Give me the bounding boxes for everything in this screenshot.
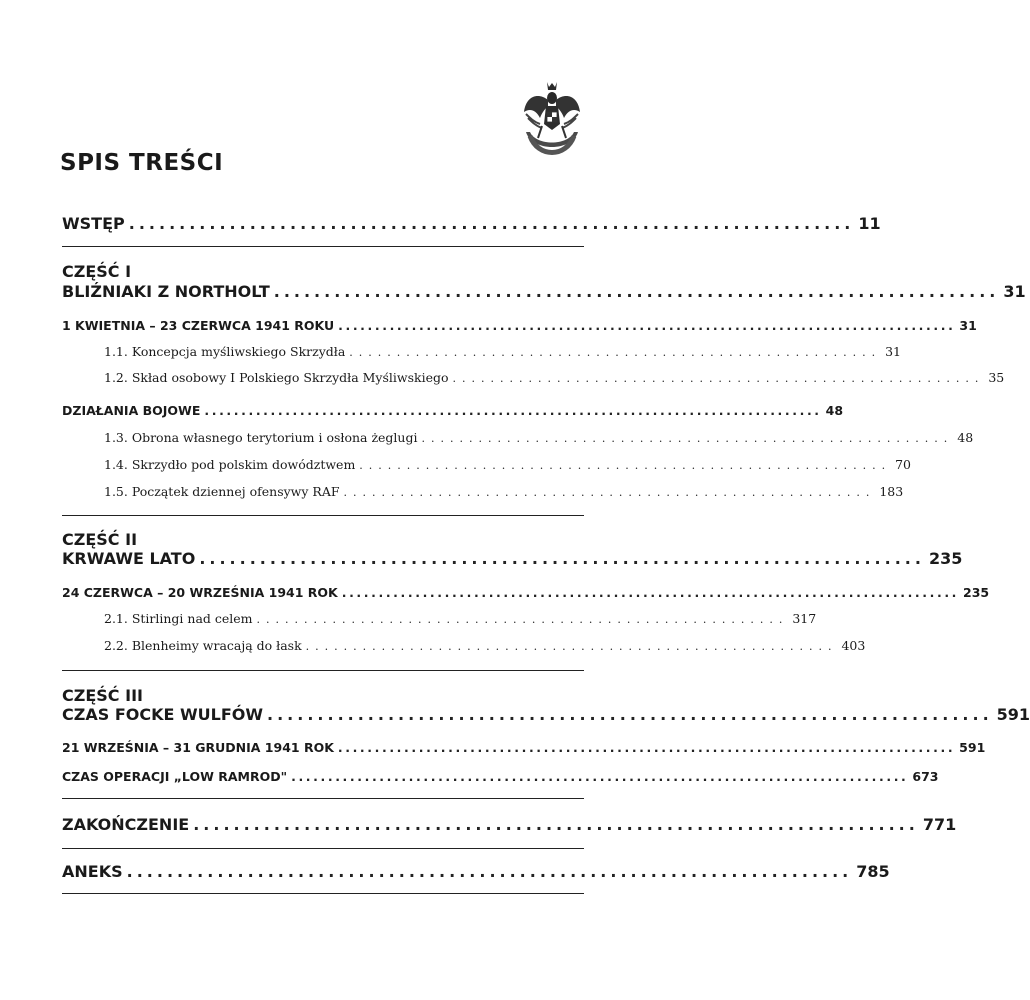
toc-entry-label: 2.2. Blenheimy wracają do łask: [104, 638, 302, 653]
toc-entry-label: WSTĘP: [62, 214, 125, 233]
toc-subsection-entry[interactable]: [104, 370, 1005, 385]
toc-entry-page: 235: [928, 549, 963, 568]
toc-entry-label: BLIŹNIAKI Z NORTHOLT: [62, 282, 270, 301]
toc-section-entry[interactable]: [62, 740, 986, 755]
toc-entry-page: 11: [858, 214, 881, 233]
toc-entry-label: CZAS FOCKE WULFÓW: [62, 705, 264, 724]
leader-dots: ........................................................................: [193, 815, 919, 834]
toc-subsection-entry[interactable]: [104, 344, 902, 359]
toc-section-entry[interactable]: [62, 585, 990, 600]
toc-section-entry[interactable]: [62, 769, 939, 784]
toc-entry-label: 1.2. Skład osobowy I Polskiego Skrzydła Myśliwskiego: [104, 370, 449, 385]
leader-dots: ....................................................................................: [291, 769, 909, 784]
divider: [62, 848, 584, 849]
toc-subsection-entry[interactable]: [104, 457, 912, 472]
leader-dots: ........................................................................: [199, 549, 925, 568]
toc-subsection-entry[interactable]: [104, 611, 817, 626]
toc-entry-page: 48: [957, 430, 974, 445]
leader-dots: ....................................................................................: [338, 318, 956, 333]
toc-entry-label: 1.1. Koncepcja myśliwskiego Skrzydła: [104, 344, 346, 359]
divider: [62, 515, 584, 516]
leader-dots: ........................................................................: [128, 214, 855, 233]
toc-subsection-entry[interactable]: [104, 638, 866, 653]
toc-entry-label: KRWAWE LATO: [62, 549, 196, 568]
leader-dots: ........................................................: [421, 432, 954, 445]
toc-entry-page: 48: [825, 403, 844, 418]
toc-entry-page: 591: [959, 740, 986, 755]
divider: [62, 246, 584, 247]
leader-dots: ........................................................: [256, 613, 789, 626]
toc-entry-page: 35: [988, 370, 1005, 385]
toc-entry-label: CZAS OPERACJI „LOW RAMROD": [62, 769, 288, 784]
leader-dots: ........................................................................: [273, 282, 1000, 301]
toc-entry-label: 1.3. Obrona własnego terytorium i osłona żeglugi: [104, 430, 418, 445]
toc-entry-part3[interactable]: [62, 705, 1030, 724]
toc-entry-label: 1.4. Skrzydło pod polskim dowództwem: [104, 457, 356, 472]
divider: [62, 893, 584, 894]
part-label: CZĘŚĆ III: [62, 686, 143, 705]
toc-entry-label: 2.1. Stirlingi nad celem: [104, 611, 253, 626]
leader-dots: ........................................................: [349, 346, 882, 359]
leader-dots: ....................................................................................: [204, 403, 822, 418]
leader-dots: ........................................................: [305, 640, 838, 653]
toc-section-entry[interactable]: [62, 318, 977, 333]
toc-entry-label: 1 KWIETNIA – 23 CZERWCA 1941 ROKU: [62, 318, 335, 333]
toc-subsection-entry[interactable]: [104, 484, 904, 499]
toc-entry-label: 1.5. Początek dziennej ofensywy RAF: [104, 484, 340, 499]
toc-entry-part1[interactable]: [62, 282, 1026, 301]
toc-entry-part2[interactable]: [62, 549, 963, 568]
toc-entry-aneks[interactable]: [62, 862, 890, 881]
leader-dots: ....................................................................................: [341, 585, 960, 600]
toc-entry-page: 31: [1003, 282, 1026, 301]
toc-entry-page: 673: [912, 769, 939, 784]
toc-entry-page: 317: [792, 611, 817, 626]
divider: [62, 670, 584, 671]
toc-entry-page: 591: [996, 705, 1030, 724]
eagle-emblem-icon: [520, 78, 584, 166]
toc-entry-label: 24 CZERWCA – 20 WRZEŚNIA 1941 ROK: [62, 585, 338, 600]
toc-subsection-entry[interactable]: [104, 430, 974, 445]
leader-dots: ........................................................: [343, 486, 876, 499]
divider: [62, 798, 584, 799]
page-title: SPIS TREŚCI: [60, 150, 224, 176]
toc-entry-label: ANEKS: [62, 862, 123, 881]
toc-entry-page: 785: [856, 862, 890, 881]
toc-entry-page: 771: [922, 815, 957, 834]
leader-dots: ....................................................................................: [337, 740, 956, 755]
leader-dots: ........................................................................: [126, 862, 853, 881]
part-label: CZĘŚĆ I: [62, 262, 132, 281]
part-label: CZĘŚĆ II: [62, 530, 138, 549]
leader-dots: ........................................................: [452, 372, 985, 385]
leader-dots: ........................................................................: [267, 705, 993, 724]
toc-entry-label: 21 WRZEŚNIA – 31 GRUDNIA 1941 ROK: [62, 740, 334, 755]
toc-entry-page: 70: [895, 457, 912, 472]
toc-entry-label: ZAKOŃCZENIE: [62, 815, 190, 834]
toc-entry-zakonczenie[interactable]: [62, 815, 957, 834]
toc-entry-page: 235: [963, 585, 990, 600]
toc-entry-page: 403: [841, 638, 866, 653]
toc-section-entry[interactable]: [62, 403, 844, 418]
toc-entry-label: DZIAŁANIA BOJOWE: [62, 403, 201, 418]
toc-entry-page: 31: [959, 318, 977, 333]
leader-dots: ........................................................: [359, 459, 892, 472]
toc-entry-wstep[interactable]: [62, 214, 881, 233]
toc-entry-page: 31: [885, 344, 902, 359]
toc-entry-page: 183: [879, 484, 904, 499]
